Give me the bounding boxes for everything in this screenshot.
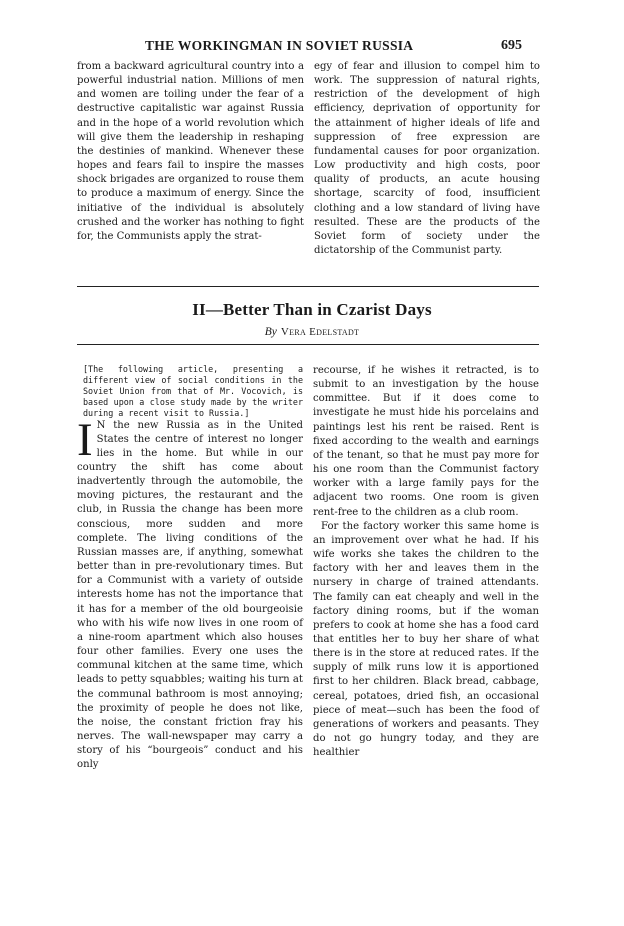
article-byline: [0, 326, 624, 338]
article-opening-text: N the new Russia as in the United States the centre of interest no longer lies in the home. But while in our country the shift has come about inadvertently through the automobile, the moving pictures, the restaurant and the club, in Russia the change has been more conscious, more sudden and more complete. The living conditions of the Russian masses are, if anything, somewhat better than in pre-revolutionary times. But for a Communist with a variety of outside interests home has not the importance that it has for a member of the old bourgeoisie who with his wife now lives in one room of a nine-room apartment which also houses four other families. Every one uses the communal kitchen at the same time, which leads to petty squabbles; waiting his turn at the communal bathroom is most annoying; the proximity of people he does not like, the noise, the constant friction fray his nerves. The wall-newspaper may carry a story of his “bourgeois” conduct and his only: [77, 419, 303, 771]
top-right-paragraph: egy of fear and illusion to compel him to work. The suppression of natural rights, restriction of the development of high efficiency, deprivation of opportunity for the attainment of higher ideals of life and suppression of free expression are fundamental causes for poor organization. Low productivity and high costs, poor quality of products, an acute housing shortage, scarcity of food, insufficient clothing and a low standard of living have resulted. These are the products of the Soviet form of society under the dictatorship of the Communist party.: [314, 61, 540, 257]
section-divider-bottom: [77, 344, 539, 345]
top-left-column: [77, 60, 304, 244]
article-paragraph: recourse, if he wishes it retracted, is to submit to an investigation by the house committee. But if it does come to investigate he must hide his porcelains and paintings lest his rent be raised. Rent is fixed according to the wealth and earnings of the tenant, so that he must pay more for his one room than the Communist factory worker with a large family pays for the adjacent two rooms. One room is given rent-free to the children as a club room.: [313, 365, 539, 518]
page-header: [0, 38, 624, 56]
article-title: II—Better Than in Czarist Days: [192, 300, 432, 319]
page-number: 695: [501, 38, 522, 53]
article-left-column: [77, 364, 303, 772]
article-opening-paragraph: [77, 413, 303, 773]
top-left-paragraph: from a backward agricultural country into a powerful industrial nation. Millions of men and women are toiling under the fear of a destructive capitalistic war against Russia and in the hope of a world revolution which will give them the leadership in reshaping the destinies of mankind. Whenever these hopes and fears fail to inspire the masses shock brigades are organized to rouse them to produce a maximum of energy. Since the initiative of the individual is absolutely crushed and the worker has nothing to fight for, the Communists apply the strat-: [77, 61, 304, 242]
top-right-column: [314, 60, 540, 258]
section-divider-top: [77, 286, 539, 287]
drop-cap: I: [77, 413, 93, 466]
editor-note: [The following article, presenting a different view of social conditions in the Soviet Union from that of Mr. Vocovich, is based upon a close study made by the writer during a recent visit to Russia.]: [83, 364, 303, 418]
running-head: THE WORKINGMAN IN SOVIET RUSSIA: [145, 38, 414, 53]
article-right-column: [313, 364, 539, 760]
article-paragraph: For the factory worker this same home is an improvement over what he had. If his wife works she takes the children to the factory with her and leaves them in the nursery in charge of trained attendants. The family can eat cheaply and well in the factory dining rooms, but if the woman prefers to cook at home she has a food card that entitles her to buy her share of what there is in the store at reduced rates. If the supply of milk runs low it is apportioned first to her children. Black bread, cabbage, cereal, potatoes, dried fish, an occasional piece of meat—such has been the food of generations of workers and peasants. They do not go hungry today, and they are healthier: [313, 520, 539, 759]
byline-prefix: By: [264, 326, 277, 338]
author-name: Vera Edelstadt: [280, 326, 360, 338]
